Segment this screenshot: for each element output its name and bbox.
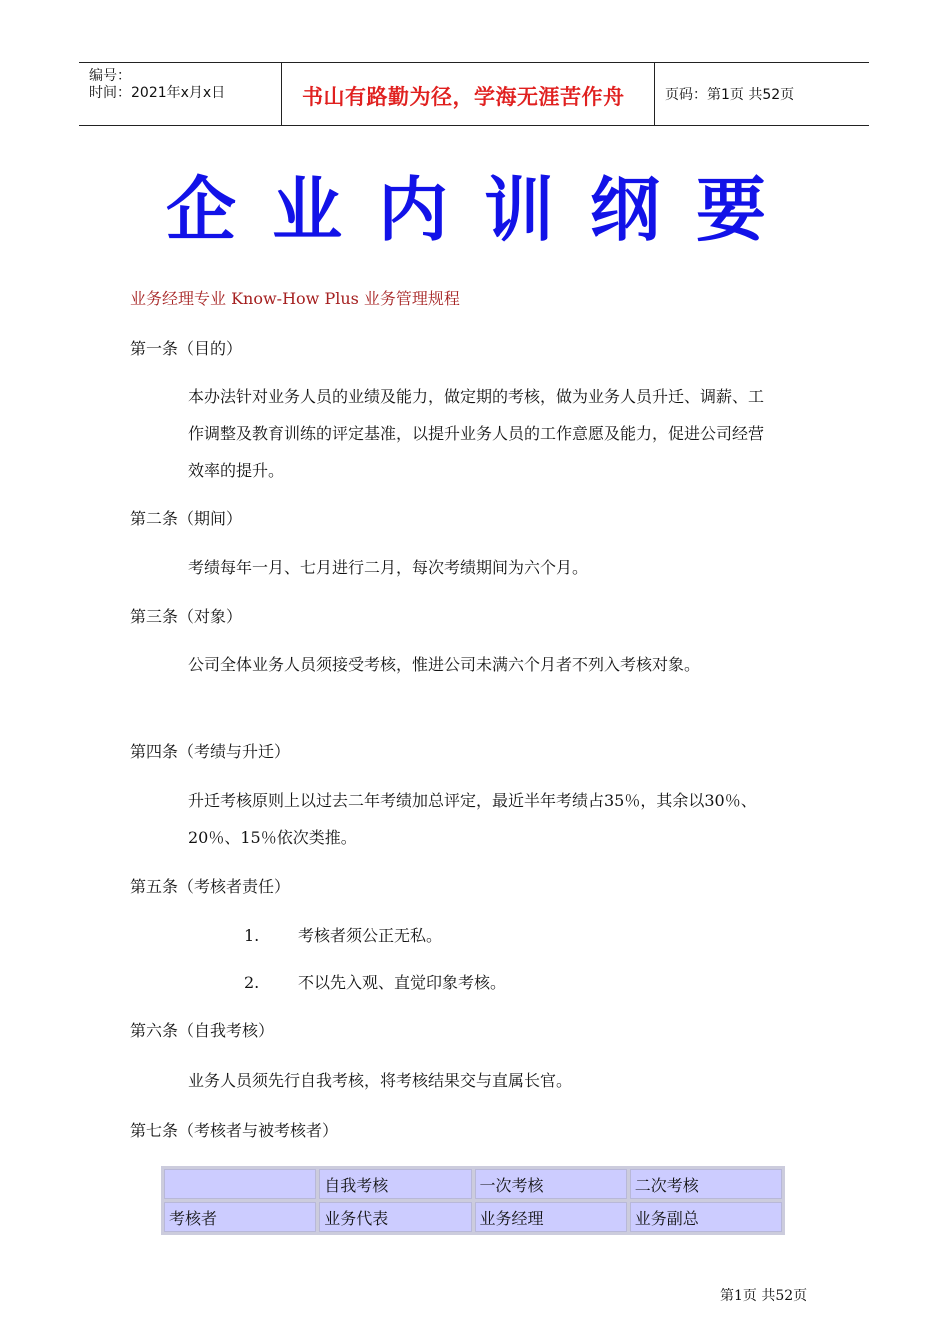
header-motto [281, 63, 655, 125]
list-item [244, 917, 442, 954]
article-1-body: 本办法针对业务人员的业绩及能力，做定期的考核，做为业务人员升迁、调薪、工作调整及教育训练的评定基准，以提升业务人员的工作意愿及能力，促进公司经营效率的提升。 [188, 387, 765, 480]
header-meta [79, 63, 281, 125]
page-footer: 第1页 共52页 [720, 1288, 808, 1304]
page-info-text: 页码：第1页 共52页 [665, 87, 795, 103]
document-subtitle: 业务经理专业 Know-How Plus 业务管理规程 [130, 289, 460, 308]
list-item-number: 2. [244, 973, 260, 992]
table-cell: 业务副总 [630, 1202, 782, 1232]
article-5-title: 第五条（考核者责任） [130, 877, 291, 896]
motto-text: 书山有路勤为径，学海无涯苦作舟 [302, 85, 625, 109]
article-3-body: 公司全体业务人员须接受考核，惟进公司未满六个月者不列入考核对象。 [188, 655, 701, 674]
article-6-title: 第六条（自我考核） [130, 1021, 275, 1040]
table-cell: 业务代表 [319, 1202, 471, 1232]
document-title: 企业内训纲要 [166, 169, 802, 251]
list-item [244, 964, 506, 1001]
table-cell: 考核者 [164, 1202, 316, 1232]
table-cell: 二次考核 [630, 1169, 782, 1199]
table-cell: 业务经理 [475, 1202, 627, 1232]
list-item-number: 1. [244, 926, 260, 945]
table-cell: 一次考核 [475, 1169, 627, 1199]
article-1-title: 第一条（目的） [130, 339, 243, 358]
article-4-body: 升迁考核原则上以过去二年考绩加总评定，最近半年考绩占35％，其余以30％、20％、15％依次类推。 [188, 791, 757, 847]
time-label: 时间：2021年x月x日 [89, 85, 226, 101]
article-4-title: 第四条（考绩与升迁） [130, 742, 291, 761]
number-label: 编号： [89, 68, 131, 84]
table-header-row [164, 1169, 782, 1199]
article-2-title: 第二条（期间） [130, 509, 243, 528]
header-page-info [653, 63, 869, 125]
article-6-body: 业务人员须先行自我考核，将考核结果交与直属长官。 [188, 1071, 573, 1090]
list-item-text: 考核者须公正无私。 [298, 926, 443, 945]
article-2-body: 考绩每年一月、七月进行二月，每次考绩期间为六个月。 [188, 558, 589, 577]
article-7-title: 第七条（考核者与被考核者） [130, 1121, 339, 1140]
table-cell: 自我考核 [319, 1169, 471, 1199]
page-header [79, 62, 869, 126]
list-item-text: 不以先入观、直觉印象考核。 [298, 973, 507, 992]
review-table [161, 1166, 785, 1235]
table-row [164, 1202, 782, 1232]
article-3-title: 第三条（对象） [130, 607, 243, 626]
table-cell [164, 1169, 316, 1199]
